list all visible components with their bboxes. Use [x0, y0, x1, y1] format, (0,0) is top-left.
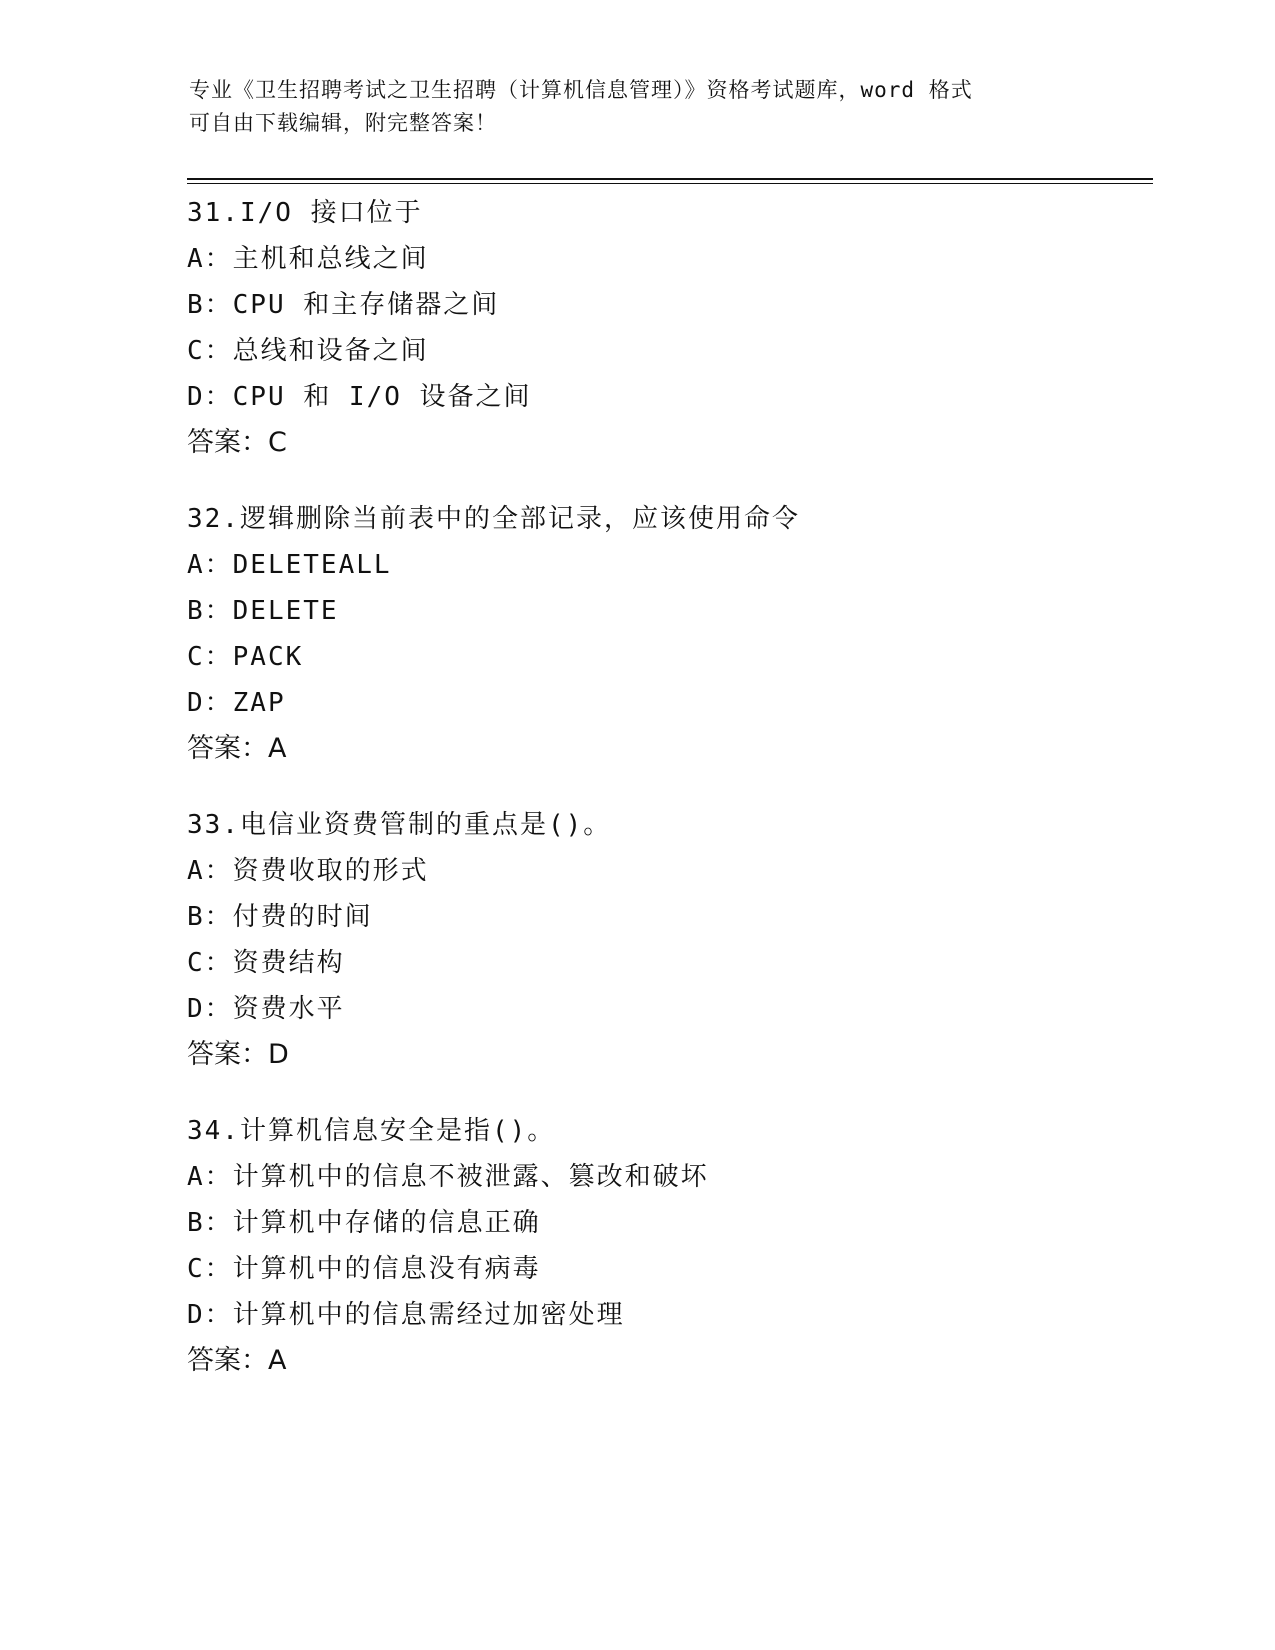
answer-label: 答案：A [187, 1345, 287, 1376]
header-rule-thick [187, 178, 1153, 180]
option-c: C：总线和设备之间 [187, 336, 429, 366]
option-d: D：ZAP [187, 688, 286, 718]
option-a: A：DELETEALL [187, 550, 392, 580]
header-line-1: 专业《卫生招聘考试之卫生招聘（计算机信息管理）》资格考试题库，word 格式 [189, 78, 973, 102]
question-stem: 34.计算机信息安全是指()。 [187, 1116, 556, 1146]
option-b: B：计算机中存储的信息正确 [187, 1208, 541, 1238]
question-stem: 32.逻辑删除当前表中的全部记录，应该使用命令 [187, 504, 800, 534]
header-line-2: 可自由下载编辑，附完整答案！ [189, 111, 497, 135]
option-a: A：主机和总线之间 [187, 244, 429, 274]
question-32 [187, 496, 1147, 772]
option-b: B：DELETE [187, 596, 339, 626]
question-33 [187, 802, 1147, 1078]
option-b: B：CPU 和主存储器之间 [187, 290, 500, 320]
header-rule-thin [187, 183, 1153, 184]
option-c: C：PACK [187, 642, 304, 672]
question-34 [187, 1108, 1147, 1384]
answer-label: 答案：C [187, 427, 287, 458]
option-d: D：资费水平 [187, 994, 345, 1024]
question-stem: 33.电信业资费管制的重点是()。 [187, 810, 612, 840]
option-c: C：计算机中的信息没有病毒 [187, 1254, 541, 1284]
option-a: A：计算机中的信息不被泄露、篡改和破坏 [187, 1162, 709, 1192]
question-31 [187, 190, 1147, 466]
question-stem: 31.I/O 接口位于 [187, 198, 423, 228]
document-header [189, 74, 1089, 140]
option-b: B：付费的时间 [187, 902, 373, 932]
answer-label: 答案：A [187, 733, 287, 764]
question-list [187, 190, 1147, 1414]
option-d: D：计算机中的信息需经过加密处理 [187, 1300, 625, 1330]
option-c: C：资费结构 [187, 948, 345, 978]
answer-label: 答案：D [187, 1039, 289, 1070]
option-d: D：CPU 和 I/O 设备之间 [187, 382, 532, 412]
option-a: A：资费收取的形式 [187, 856, 429, 886]
